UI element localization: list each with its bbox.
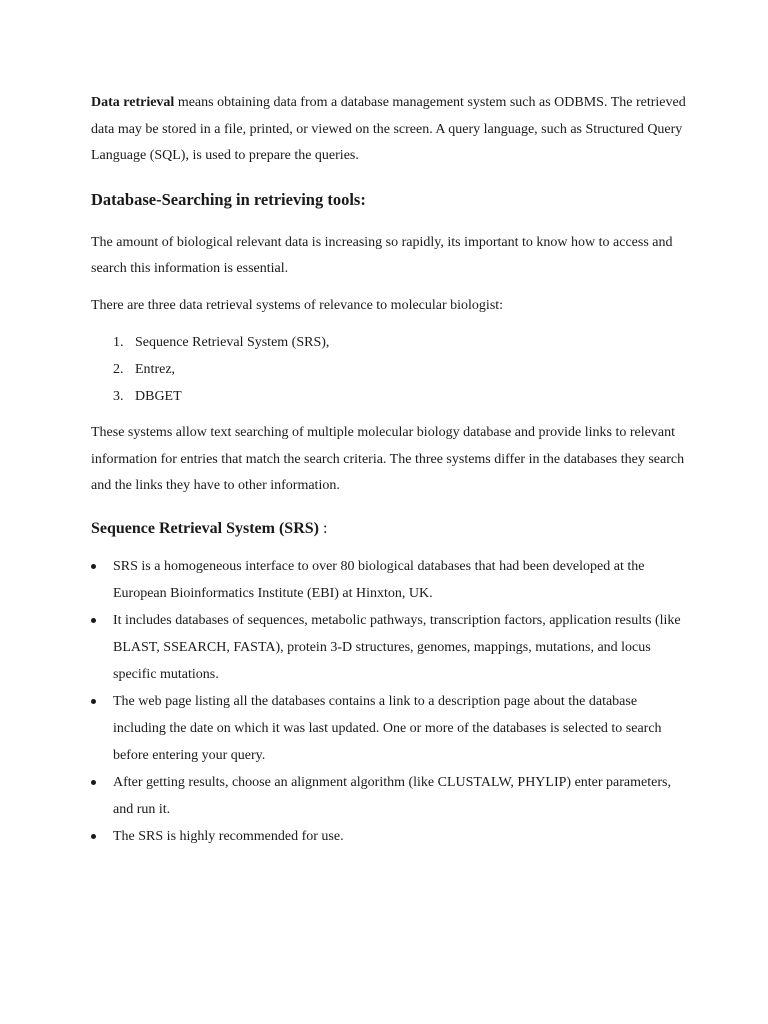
section-heading-srs (91, 516, 691, 542)
bullet-icon (91, 834, 96, 839)
list-item-text: After getting results, choose an alignment algorithm (like CLUSTALW, PHYLIP) enter parameters, and run it. (113, 774, 671, 817)
paragraph-systems-description: These systems allow text searching of multiple molecular biology database and provide links to relevant information for entries that match the search criteria. The three systems differ in the databases they search and the links they have to other information. (91, 425, 685, 493)
list-item (91, 688, 691, 769)
intro-bold-term: Data retrieval (91, 95, 175, 110)
section-heading-srs-text: Sequence Retrieval System (SRS) (91, 519, 319, 537)
list-item-number: 3. (113, 389, 124, 404)
list-item-text: Sequence Retrieval System (SRS), (135, 335, 330, 350)
list-item-text: Entrez, (135, 362, 176, 377)
bullet-icon (91, 780, 96, 785)
list-item-number: 1. (113, 335, 124, 350)
intro-paragraph (91, 90, 691, 170)
intro-text: means obtaining data from a database management system such as ODBMS. The retrieved data may be stored in a file, printed, or viewed on the screen. A query language, such as Structured Query Language (SQL), is used to prepare the queries. (91, 95, 686, 163)
list-item (91, 769, 691, 823)
list-item-text: It includes databases of sequences, metabolic pathways, transcription factors, application results (like BLAST, SSEARCH, FASTA), protein 3-D structures, genomes, mappings, mutations, and locus specific mutations. (113, 612, 681, 682)
bullet-icon (91, 699, 96, 704)
list-item (91, 607, 691, 688)
list-item (91, 329, 691, 356)
section-heading-database-searching: Database-Searching in retrieving tools: (91, 189, 366, 209)
list-item-text: The SRS is highly recommended for use. (113, 828, 344, 844)
paragraph-three-systems: There are three data retrieval systems of relevance to molecular biologist: (91, 297, 504, 313)
bullet-list-srs (91, 553, 691, 850)
paragraph-amount: The amount of biological relevant data is increasing so rapidly, its important to know how to access and search this information is essential. (91, 234, 673, 276)
section-heading-srs-suffix: : (318, 519, 328, 537)
bullet-icon (91, 618, 96, 623)
list-item (91, 553, 691, 607)
bullet-icon (91, 564, 96, 569)
list-item-text: The web page listing all the databases contains a link to a description page about the database including the date on which it was last updated. One or more of the databases is selected to search before entering your query. (113, 693, 662, 763)
list-item-text: DBGET (135, 389, 182, 404)
list-item (91, 823, 691, 850)
list-item-text: SRS is a homogeneous interface to over 80 biological databases that had been developed at the European Bioinformatics Institute (EBI) at Hinxton, UK. (113, 558, 645, 601)
list-item (91, 383, 691, 410)
list-item-number: 2. (113, 362, 124, 377)
list-item (91, 356, 691, 383)
numbered-list-retrieval-systems (91, 329, 691, 410)
document-page (91, 90, 691, 850)
